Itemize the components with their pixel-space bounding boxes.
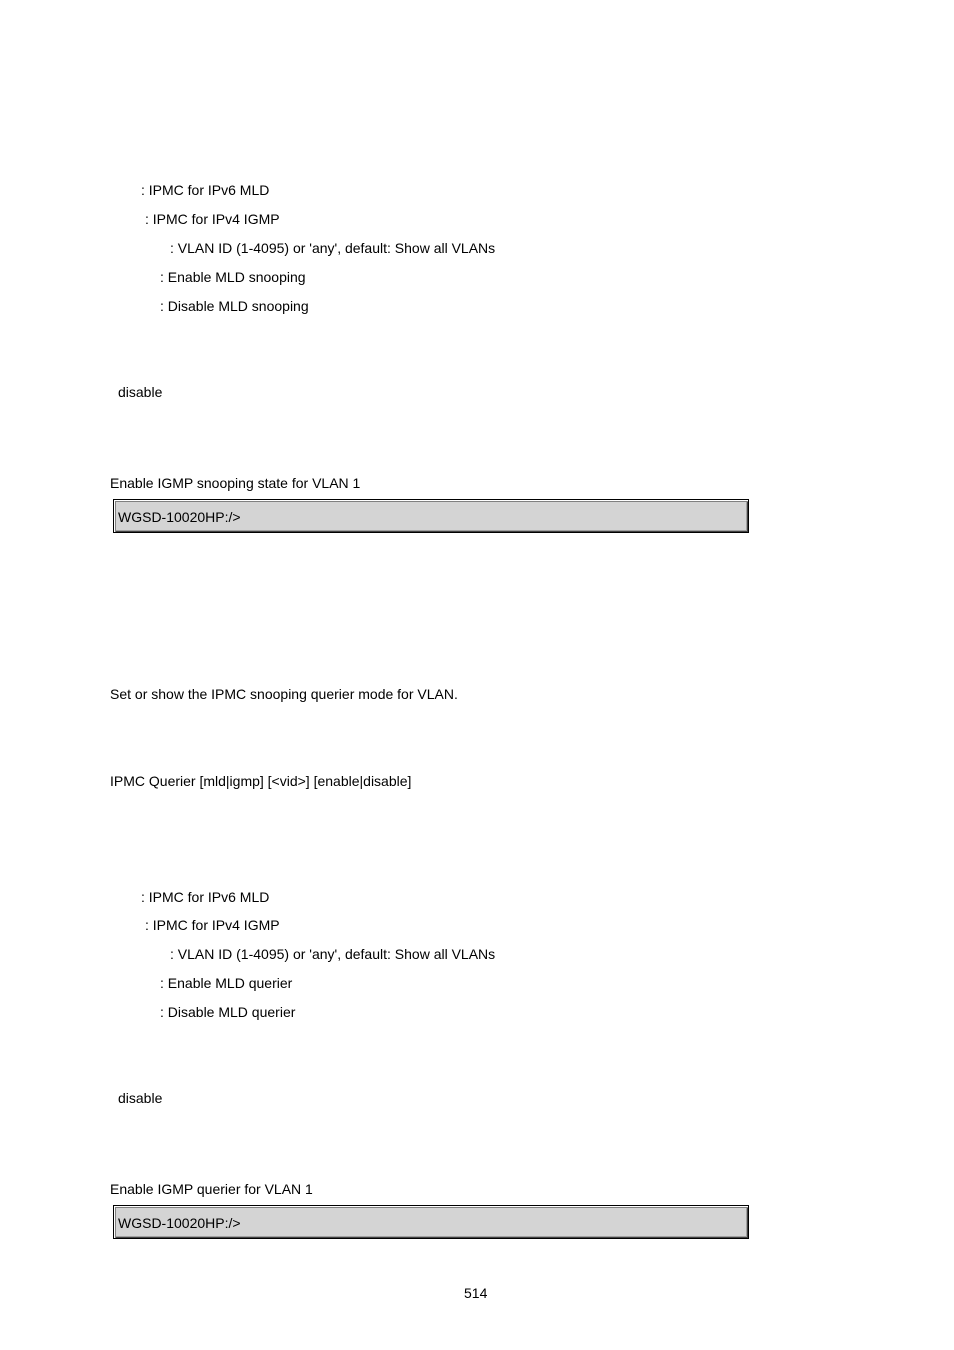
param-igmp-desc: : IPMC for IPv4 IGMP xyxy=(145,211,280,227)
param-mld-desc: : IPMC for IPv6 MLD xyxy=(141,889,270,905)
command-description: Set or show the IPMC snooping querier mode for VLAN. xyxy=(110,686,458,702)
param-disable-desc: : Disable MLD querier xyxy=(160,1004,296,1020)
example-description: Enable IGMP querier for VLAN 1 xyxy=(110,1181,313,1197)
example-command: WGSD-10020HP:/> xyxy=(118,1215,241,1231)
page-number: 514 xyxy=(464,1285,488,1301)
param-enable-desc: : Enable MLD snooping xyxy=(160,269,306,285)
param-igmp-desc: : IPMC for IPv4 IGMP xyxy=(145,917,280,933)
command-syntax: IPMC Querier [mld|igmp] [<vid>] [enable|disable] xyxy=(110,773,412,789)
param-mld-desc: : IPMC for IPv6 MLD xyxy=(141,182,270,198)
example-command: WGSD-10020HP:/> xyxy=(118,509,241,525)
param-disable-desc: : Disable MLD snooping xyxy=(160,298,309,314)
param-vid-desc: : VLAN ID (1-4095) or 'any', default: Show all VLANs xyxy=(170,240,496,256)
example-command-box xyxy=(113,499,749,533)
example-description: Enable IGMP snooping state for VLAN 1 xyxy=(110,475,361,491)
default-value: disable xyxy=(118,384,163,400)
default-value: disable xyxy=(118,1090,163,1106)
param-enable-desc: : Enable MLD querier xyxy=(160,975,293,991)
param-vid-desc: : VLAN ID (1-4095) or 'any', default: Show all VLANs xyxy=(170,946,496,962)
example-command-box xyxy=(113,1205,749,1239)
